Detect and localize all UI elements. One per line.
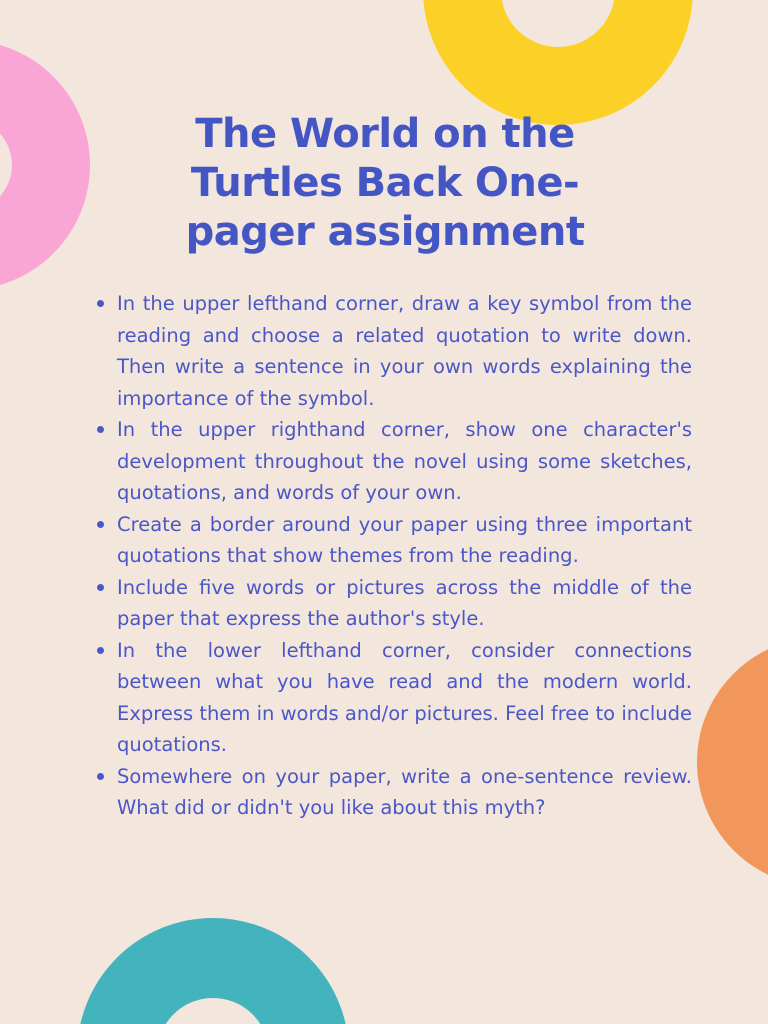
instruction-text: Include five words or pictures across the middle of the paper that express the author's style. [117,575,692,630]
instruction-item-3 [92,509,692,572]
bullet-icon [97,521,104,528]
bullet-icon [97,300,104,307]
bullet-icon [97,647,104,654]
instruction-item-6 [92,761,692,824]
pink-ring-decoration [0,40,90,290]
teal-ring-decoration [77,918,349,1024]
instruction-item-4 [92,572,692,635]
bullet-icon [97,584,104,591]
instruction-text: In the upper lefthand corner, draw a key symbol from the reading and choose a related quotation to write down. Then write a sentence in your own words explaining the importance of the symbol. [117,292,692,410]
page-title: The World on the Turtles Back One-pager assignment [185,111,585,255]
instruction-text: Create a border around your paper using three important quotations that show themes from the reading. [117,512,692,567]
bullet-icon [97,773,104,780]
instruction-item-1 [92,288,692,414]
bullet-icon [97,426,104,433]
instruction-text: In the upper righthand corner, show one character's development throughout the novel using some sketches, quotations, and words of your own. [117,418,692,504]
instruction-item-5 [92,635,692,761]
instruction-text: In the lower lefthand corner, consider connections between what you have read and the modern world. Express them in words and/or pictures. Feel free to include quotations. [117,638,692,756]
orange-ring-decoration [697,637,768,887]
instruction-item-2 [92,414,692,509]
yellow-ring-decoration [423,0,693,125]
instruction-text: Somewhere on your paper, write a one-sentence review. What did or didn't you like about this myth? [117,764,692,819]
instruction-list [92,288,692,824]
